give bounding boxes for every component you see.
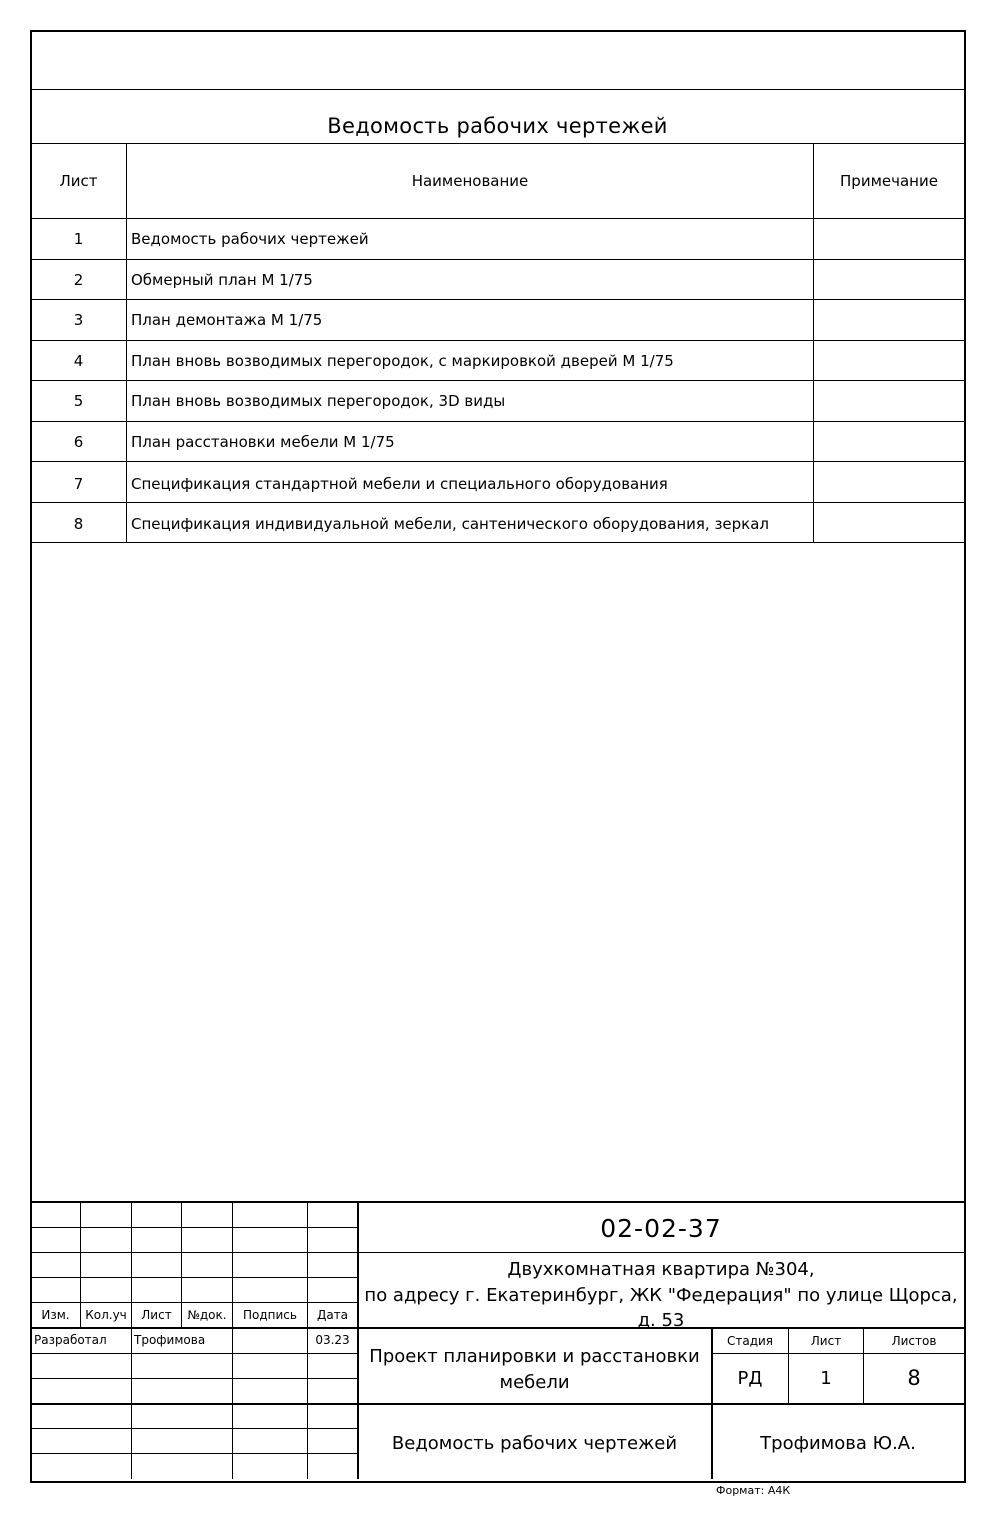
row-divider bbox=[31, 542, 964, 543]
row-name: Обмерный план М 1/75 bbox=[131, 271, 313, 289]
row-sheet-number: 4 bbox=[73, 352, 84, 370]
row-name: Спецификация стандартной мебели и специального оборудования bbox=[131, 475, 668, 493]
stamp-hline bbox=[31, 1378, 357, 1379]
sheet-label: Лист bbox=[810, 1334, 842, 1348]
title-divider bbox=[31, 143, 964, 144]
stamp-hline bbox=[31, 1227, 357, 1228]
drawing-name: Ведомость рабочих чертежей bbox=[391, 1433, 678, 1454]
stage-label: Стадия bbox=[726, 1334, 774, 1348]
stamp-vline bbox=[232, 1202, 233, 1479]
object-description-line1: Двухкомнатная квартира №304, bbox=[507, 1259, 815, 1280]
row-name: План демонтажа М 1/75 bbox=[131, 311, 323, 329]
project-code: 02-02-37 bbox=[600, 1214, 722, 1243]
row-sheet-number: 3 bbox=[73, 311, 84, 329]
row-name: План вновь возводимых перегородок, с маркировкой дверей М 1/75 bbox=[131, 352, 674, 370]
stamp-hline bbox=[31, 1428, 357, 1429]
header-strip-divider bbox=[31, 89, 964, 90]
object-description-line3: д. 53 bbox=[637, 1310, 685, 1331]
developed-label: Разработал bbox=[34, 1333, 107, 1347]
column-header-divider bbox=[31, 218, 964, 219]
row-name: План расстановки мебели М 1/75 bbox=[131, 433, 395, 451]
stamp-vline bbox=[131, 1202, 132, 1479]
row-sheet-number: 5 bbox=[73, 392, 84, 410]
sheet-value: 1 bbox=[820, 1368, 832, 1389]
format-label: Формат: А4К bbox=[716, 1484, 791, 1497]
row-name: Ведомость рабочих чертежей bbox=[131, 230, 369, 248]
stamp-header-change: Изм. bbox=[41, 1308, 70, 1322]
row-divider bbox=[31, 502, 964, 503]
stamp-hline bbox=[712, 1353, 964, 1354]
stamp-top-border bbox=[31, 1201, 964, 1203]
row-divider bbox=[31, 421, 964, 422]
project-name-line2: мебели bbox=[499, 1372, 570, 1393]
row-sheet-number: 6 bbox=[73, 433, 84, 451]
stamp-header-count: Кол.уч bbox=[85, 1308, 127, 1322]
row-divider bbox=[31, 380, 964, 381]
stamp-hline bbox=[31, 1252, 357, 1253]
row-divider bbox=[31, 299, 964, 300]
column-header-sheet: Лист bbox=[59, 172, 98, 190]
stamp-hline bbox=[31, 1403, 964, 1405]
row-divider bbox=[31, 340, 964, 341]
sheets-label: Листов bbox=[891, 1334, 937, 1348]
stamp-header-date: Дата bbox=[316, 1308, 349, 1322]
stamp-hline bbox=[358, 1252, 964, 1253]
stage-value: РД bbox=[737, 1368, 763, 1389]
stamp-hline bbox=[31, 1453, 357, 1454]
stamp-vline-main bbox=[711, 1328, 713, 1479]
row-sheet-number: 1 bbox=[73, 230, 84, 248]
object-description-line2: по адресу г. Екатеринбург, ЖК "Федерация" по улице Щорса, bbox=[364, 1285, 958, 1306]
row-name: План вновь возводимых перегородок, 3D виды bbox=[131, 392, 506, 410]
row-divider bbox=[31, 461, 964, 462]
developed-name: Трофимова bbox=[134, 1333, 206, 1347]
row-name: Спецификация индивидуальной мебели, сантенического оборудования, зеркал bbox=[131, 515, 770, 533]
row-divider bbox=[31, 259, 964, 260]
stamp-header-doc-no: №док. bbox=[187, 1308, 227, 1322]
developed-date: 03.23 bbox=[315, 1333, 350, 1347]
row-sheet-number: 8 bbox=[73, 515, 84, 533]
column-header-note: Примечание bbox=[840, 172, 938, 190]
row-sheet-number: 7 bbox=[73, 475, 84, 493]
document-title: Ведомость рабочих чертежей bbox=[327, 114, 668, 138]
column-divider-sheet bbox=[126, 143, 127, 543]
stamp-header-sheet: Лист bbox=[141, 1308, 172, 1322]
stamp-hline bbox=[31, 1277, 357, 1278]
sheets-value: 8 bbox=[907, 1366, 921, 1390]
stamp-hline bbox=[31, 1353, 357, 1354]
column-divider-note bbox=[813, 143, 814, 543]
row-sheet-number: 2 bbox=[73, 271, 84, 289]
column-header-name: Наименование bbox=[411, 172, 529, 190]
stamp-header-signature: Подпись bbox=[243, 1308, 297, 1322]
stamp-hline bbox=[31, 1302, 357, 1303]
project-name-line1: Проект планировки и расстановки bbox=[369, 1346, 700, 1367]
author-name: Трофимова Ю.А. bbox=[760, 1433, 916, 1454]
